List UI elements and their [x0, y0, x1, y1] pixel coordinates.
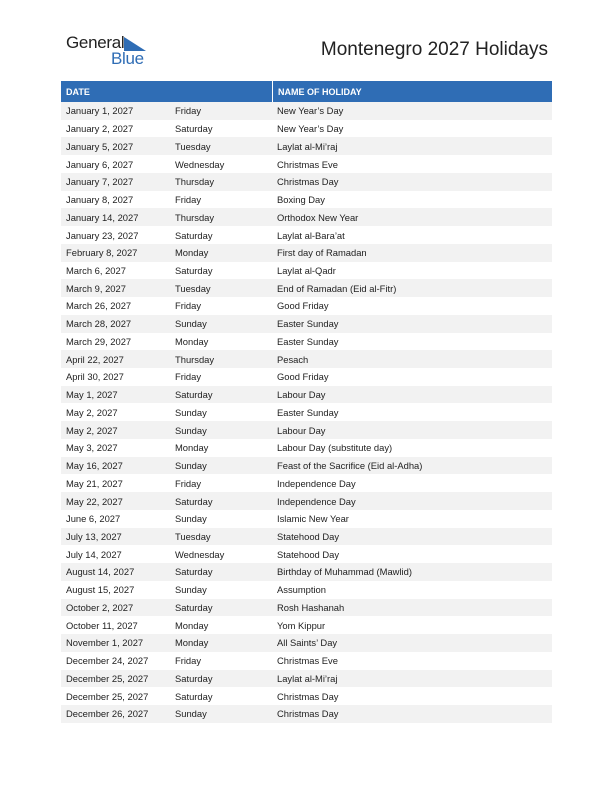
holiday-weekday: Monday — [175, 619, 209, 631]
table-row — [61, 528, 552, 546]
holiday-weekday: Saturday — [175, 123, 213, 135]
holiday-name: Laylat al-Mi’raj — [277, 140, 338, 152]
holiday-name: First day of Ramadan — [277, 247, 367, 259]
logo-text-blue: Blue — [111, 49, 144, 68]
holiday-weekday: Wednesday — [175, 158, 225, 170]
holiday-name: Laylat al-Mi’raj — [277, 672, 338, 684]
holiday-name: Christmas Day — [277, 176, 339, 188]
holiday-name: Rosh Hashanah — [277, 601, 345, 613]
holiday-weekday: Friday — [175, 105, 202, 117]
holiday-date: February 8, 2027 — [66, 247, 138, 259]
holiday-weekday: Sunday — [175, 584, 207, 596]
holiday-date: January 8, 2027 — [66, 194, 134, 206]
holiday-name: New Year’s Day — [277, 123, 344, 135]
table-header — [61, 81, 552, 102]
table-row — [61, 244, 552, 262]
holiday-date: March 26, 2027 — [66, 300, 132, 312]
holiday-weekday: Tuesday — [175, 140, 211, 152]
holiday-date: July 14, 2027 — [66, 548, 122, 560]
holiday-weekday: Saturday — [175, 672, 213, 684]
table-row — [61, 297, 552, 315]
holiday-name: Laylat al-Qadr — [277, 264, 336, 276]
holiday-name: Easter Sunday — [277, 318, 339, 330]
table-row — [61, 403, 552, 421]
holiday-name: Christmas Eve — [277, 158, 338, 170]
holiday-date: January 6, 2027 — [66, 158, 134, 170]
holiday-weekday: Monday — [175, 637, 209, 649]
table-row — [61, 670, 552, 688]
holiday-weekday: Wednesday — [175, 548, 225, 560]
holiday-date: August 15, 2027 — [66, 584, 135, 596]
table-row — [61, 563, 552, 581]
table-row — [61, 102, 552, 120]
holiday-name: Assumption — [277, 584, 326, 596]
holiday-name: All Saints’ Day — [277, 637, 338, 649]
table-row — [61, 262, 552, 280]
holiday-weekday: Sunday — [175, 318, 207, 330]
holiday-date: November 1, 2027 — [66, 637, 144, 649]
holiday-name: Easter Sunday — [277, 335, 339, 347]
table-row — [61, 457, 552, 475]
holiday-name: Pesach — [277, 353, 309, 365]
holiday-name: Labour Day — [277, 389, 326, 401]
table-row — [61, 581, 552, 599]
table-row — [61, 421, 552, 439]
holiday-date: January 7, 2027 — [66, 176, 134, 188]
holiday-weekday: Sunday — [175, 513, 207, 525]
table-row — [61, 315, 552, 333]
holiday-name: Laylat al-Bara’at — [277, 229, 345, 241]
holiday-date: October 11, 2027 — [66, 619, 138, 631]
column-header-date: DATE — [66, 86, 90, 97]
holiday-weekday: Sunday — [175, 708, 207, 720]
table-body — [61, 102, 552, 723]
holiday-date: December 25, 2027 — [66, 690, 149, 702]
holiday-weekday: Friday — [175, 300, 202, 312]
holiday-name: Christmas Day — [277, 690, 339, 702]
holiday-name: Yom Kippur — [277, 619, 326, 631]
holiday-weekday: Tuesday — [175, 530, 211, 542]
holiday-name: Statehood Day — [277, 530, 340, 542]
holiday-date: March 29, 2027 — [66, 335, 132, 347]
holiday-weekday: Tuesday — [175, 282, 211, 294]
holiday-weekday: Sunday — [175, 460, 207, 472]
holiday-name: Birthday of Muhammad (Mawlid) — [277, 566, 412, 578]
table-row — [61, 616, 552, 634]
holiday-weekday: Friday — [175, 655, 202, 667]
holiday-name: Labour Day (substitute day) — [277, 442, 393, 454]
table-row — [61, 545, 552, 563]
holiday-date: January 5, 2027 — [66, 140, 134, 152]
table-row — [61, 155, 552, 173]
table-row — [61, 226, 552, 244]
holiday-weekday: Thursday — [175, 353, 215, 365]
holiday-weekday: Saturday — [175, 229, 213, 241]
holiday-name: Feast of the Sacrifice (Eid al-Adha) — [277, 460, 423, 472]
holiday-date: March 9, 2027 — [66, 282, 126, 294]
holiday-weekday: Saturday — [175, 389, 213, 401]
table-row — [61, 120, 552, 138]
holiday-name: Orthodox New Year — [277, 211, 359, 223]
holiday-weekday: Monday — [175, 247, 209, 259]
holiday-date: May 3, 2027 — [66, 442, 118, 454]
holiday-date: January 1, 2027 — [66, 105, 134, 117]
holiday-date: July 13, 2027 — [66, 530, 122, 542]
holiday-date: March 28, 2027 — [66, 318, 132, 330]
table-row — [61, 350, 552, 368]
holiday-weekday: Friday — [175, 194, 202, 206]
holiday-date: June 6, 2027 — [66, 513, 121, 525]
holiday-name: Christmas Eve — [277, 655, 338, 667]
holiday-weekday: Sunday — [175, 406, 207, 418]
table-row — [61, 687, 552, 705]
holiday-date: May 2, 2027 — [66, 406, 118, 418]
holiday-name: Boxing Day — [277, 194, 325, 206]
holiday-name: Good Friday — [277, 300, 329, 312]
holiday-date: January 14, 2027 — [66, 211, 139, 223]
holiday-date: December 25, 2027 — [66, 672, 149, 684]
table-row — [61, 634, 552, 652]
table-row — [61, 492, 552, 510]
table-row — [61, 137, 552, 155]
holiday-name: Good Friday — [277, 371, 329, 383]
holiday-weekday: Friday — [175, 371, 202, 383]
page-title: Montenegro 2027 Holidays — [320, 39, 548, 60]
holiday-date: December 26, 2027 — [66, 708, 149, 720]
holiday-name: Labour Day — [277, 424, 326, 436]
table-row — [61, 279, 552, 297]
holiday-date: May 16, 2027 — [66, 460, 123, 472]
holiday-date: May 21, 2027 — [66, 477, 123, 489]
holiday-date: October 2, 2027 — [66, 601, 134, 613]
logo-text-general: General — [66, 33, 125, 52]
holiday-name: Statehood Day — [277, 548, 340, 560]
holiday-weekday: Friday — [175, 477, 202, 489]
holiday-date: January 23, 2027 — [66, 229, 139, 241]
holiday-weekday: Saturday — [175, 566, 213, 578]
holiday-date: December 24, 2027 — [66, 655, 149, 667]
holiday-date: May 2, 2027 — [66, 424, 118, 436]
holiday-date: August 14, 2027 — [66, 566, 135, 578]
holiday-weekday: Sunday — [175, 424, 207, 436]
table-row — [61, 439, 552, 457]
table-row — [61, 510, 552, 528]
holiday-date: May 1, 2027 — [66, 389, 118, 401]
table-row — [61, 474, 552, 492]
holiday-weekday: Monday — [175, 335, 209, 347]
holiday-weekday: Thursday — [175, 211, 215, 223]
holiday-weekday: Saturday — [175, 264, 213, 276]
holiday-weekday: Saturday — [175, 690, 213, 702]
generalblue-logo — [66, 33, 156, 69]
holiday-name: Islamic New Year — [277, 513, 349, 525]
table-row — [61, 208, 552, 226]
holiday-date: April 22, 2027 — [66, 353, 124, 365]
holiday-weekday: Thursday — [175, 176, 215, 188]
holiday-date: May 22, 2027 — [66, 495, 123, 507]
table-row — [61, 333, 552, 351]
holiday-name: Easter Sunday — [277, 406, 339, 418]
table-row — [61, 599, 552, 617]
holiday-weekday: Monday — [175, 442, 209, 454]
holiday-name: Independence Day — [277, 495, 356, 507]
table-row — [61, 368, 552, 386]
table-row — [61, 652, 552, 670]
holiday-weekday: Saturday — [175, 495, 213, 507]
table-row — [61, 173, 552, 191]
table-row — [61, 386, 552, 404]
holiday-name: Christmas Day — [277, 708, 339, 720]
holiday-name: End of Ramadan (Eid al-Fitr) — [277, 282, 397, 294]
holiday-date: March 6, 2027 — [66, 264, 126, 276]
holiday-date: April 30, 2027 — [66, 371, 124, 383]
holiday-table — [61, 81, 552, 723]
holiday-name: Independence Day — [277, 477, 356, 489]
column-header-holiday-name: NAME OF HOLIDAY — [278, 86, 362, 97]
table-row — [61, 705, 552, 723]
holiday-weekday: Saturday — [175, 601, 213, 613]
holiday-name: New Year’s Day — [277, 105, 344, 117]
table-row — [61, 191, 552, 209]
holiday-date: January 2, 2027 — [66, 123, 134, 135]
